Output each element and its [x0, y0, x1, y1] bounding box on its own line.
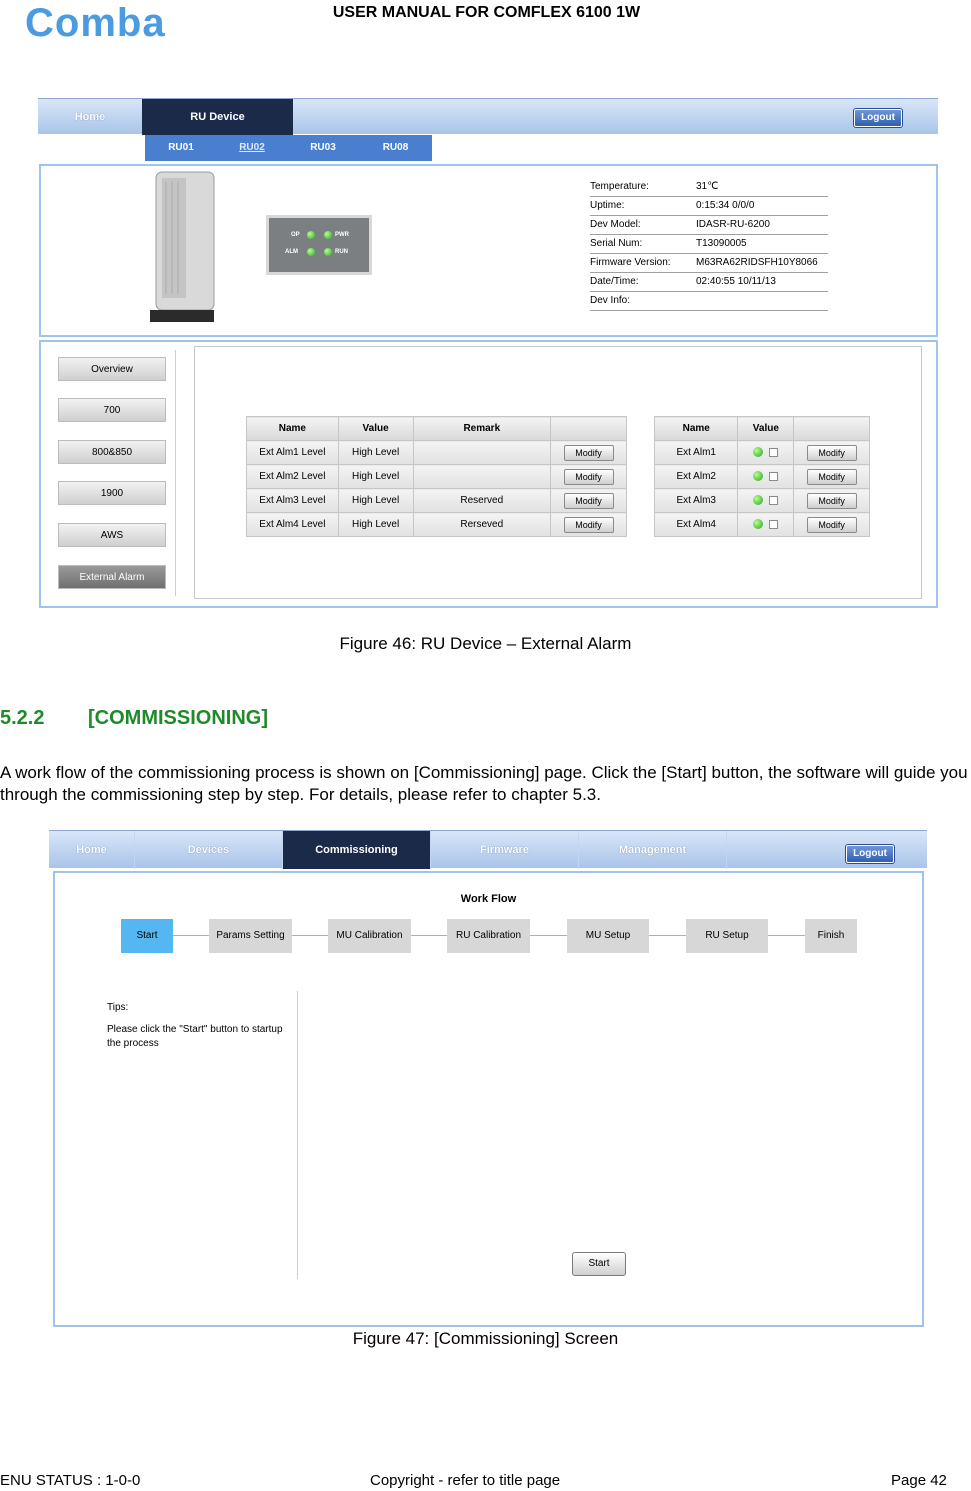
- nav-tab-home[interactable]: Home: [49, 831, 135, 869]
- footer-status: ENU STATUS : 1-0-0: [0, 1472, 141, 1489]
- figure-46-screenshot: [38, 98, 938, 609]
- op-led-icon: [307, 231, 315, 239]
- workflow-step-mu-calibration[interactable]: MU Calibration: [328, 919, 411, 953]
- led-label-pwr: PWR: [335, 232, 349, 238]
- led-label-op: OP: [291, 232, 300, 238]
- info-key: Firmware Version:: [590, 257, 671, 268]
- workflow-connector: [649, 935, 687, 936]
- modify-button[interactable]: Modify: [807, 493, 857, 509]
- tips-text: Please click the "Start" button to startup the process: [107, 1024, 283, 1049]
- figure-47-caption: Figure 47: [Commissioning] Screen: [352, 1329, 619, 1348]
- cell-value: High Level: [338, 441, 413, 465]
- info-row-serial-num: [590, 235, 828, 254]
- alarm-checkbox[interactable]: [769, 472, 778, 481]
- workflow-step-mu-setup[interactable]: MU Setup: [567, 919, 649, 953]
- section-heading: [0, 707, 268, 730]
- subnav-ru03[interactable]: RU03: [310, 142, 336, 153]
- info-key: Dev Model:: [590, 219, 641, 230]
- table-row: [655, 489, 870, 513]
- section-number: 5.2.2: [0, 707, 45, 729]
- sidebar-item-1900[interactable]: 1900: [58, 481, 166, 505]
- led-label-run: RUN: [335, 249, 348, 255]
- info-row-dev-info: [590, 292, 828, 311]
- sidebar-item-external-alarm[interactable]: External Alarm: [58, 565, 166, 589]
- cell-name: Ext Alm3: [655, 489, 738, 513]
- figure-46-caption: Figure 46: RU Device – External Alarm: [339, 634, 632, 653]
- workflow-title: Work Flow: [460, 893, 517, 905]
- document-title: USER MANUAL FOR COMFLEX 6100 1W: [332, 4, 641, 21]
- cell-name: Ext Alm2 Level: [247, 465, 339, 489]
- subnav-ru08[interactable]: RU08: [382, 142, 409, 153]
- nav-tab-home[interactable]: Home: [74, 111, 106, 123]
- info-value: 0:15:34 0/0/0: [696, 200, 755, 211]
- modify-button[interactable]: Modify: [564, 493, 614, 509]
- workflow-step-finish[interactable]: Finish: [805, 919, 857, 953]
- info-key: Date/Time:: [590, 276, 639, 287]
- led-label-alm: ALM: [285, 249, 298, 255]
- info-row-temperature: [590, 178, 828, 197]
- info-key: Uptime:: [590, 200, 625, 211]
- alarm-status-led-icon: [753, 519, 763, 529]
- cell-value: High Level: [338, 465, 413, 489]
- alarm-checkbox[interactable]: [769, 520, 778, 529]
- cell-name: Ext Alm1 Level: [247, 441, 339, 465]
- alm-led-icon: [307, 248, 315, 256]
- table-row: [655, 513, 870, 537]
- table-row: [655, 465, 870, 489]
- modify-button[interactable]: Modify: [564, 469, 614, 485]
- nav-tab-management[interactable]: Management: [579, 831, 727, 869]
- sidebar-item-700[interactable]: 700: [58, 398, 166, 422]
- cell-remark: Rerseved: [413, 513, 551, 537]
- cell-name: Ext Alm4 Level: [247, 513, 339, 537]
- alarm-status-led-icon: [753, 447, 763, 457]
- col-header-value: Value: [338, 417, 413, 441]
- info-value: IDASR-RU-6200: [696, 219, 770, 230]
- cell-name: Ext Alm1: [655, 441, 738, 465]
- top-nav-bar: [38, 98, 938, 134]
- workflow-connector: [530, 935, 568, 936]
- col-header-action: [551, 417, 627, 441]
- nav-tab-ru-device[interactable]: RU Device: [142, 99, 293, 135]
- info-value: 31℃: [696, 181, 719, 192]
- cell-name: Ext Alm3 Level: [247, 489, 339, 513]
- info-key: Dev Info:: [590, 295, 631, 306]
- alarm-status-led-icon: [753, 471, 763, 481]
- workflow-frame: [53, 871, 924, 1327]
- subnav-ru02[interactable]: RU02: [239, 142, 265, 153]
- run-led-icon: [324, 248, 332, 256]
- workflow-connector: [411, 935, 447, 936]
- svg-text:Comba: Comba: [25, 2, 166, 42]
- top-nav-bar: [49, 830, 927, 868]
- workflow-connector: [173, 935, 209, 936]
- workflow-connector: [768, 935, 806, 936]
- info-key: Serial Num:: [590, 238, 643, 249]
- cell-name: Ext Alm2: [655, 465, 738, 489]
- pwr-led-icon: [324, 231, 332, 239]
- col-header-name: Name: [247, 417, 339, 441]
- nav-tab-firmware[interactable]: Firmware: [431, 831, 579, 869]
- cell-remark: Reserved: [413, 489, 551, 513]
- logout-button[interactable]: Logout: [846, 845, 894, 863]
- alarm-status-led-icon: [753, 495, 763, 505]
- alarm-checkbox[interactable]: [769, 496, 778, 505]
- sidebar-item-aws[interactable]: AWS: [58, 523, 166, 547]
- subnav-ru01[interactable]: RU01: [168, 142, 194, 153]
- device-unit-icon: [148, 170, 218, 325]
- col-header-value: Value: [738, 417, 794, 441]
- cell-remark: [413, 441, 551, 465]
- col-header-action: [794, 417, 870, 441]
- sidebar-divider: [175, 350, 176, 596]
- info-row-date-time: [590, 273, 828, 292]
- led-status-panel: [266, 215, 372, 275]
- table-row: [247, 489, 627, 513]
- section-title: [COMMISSIONING]: [88, 707, 268, 729]
- info-value: T13090005: [696, 238, 747, 249]
- modify-button[interactable]: Modify: [807, 517, 857, 533]
- workflow-step-params-setting[interactable]: Params Setting: [209, 919, 292, 953]
- col-header-remark: Remark: [413, 417, 551, 441]
- workflow-step-start[interactable]: Start: [121, 919, 173, 953]
- ru-subnav: [145, 135, 432, 161]
- modify-button[interactable]: Modify: [807, 445, 857, 461]
- info-row-uptime: [590, 197, 828, 216]
- col-header-name: Name: [655, 417, 738, 441]
- info-value: M63RA62RIDSFH10Y8066: [696, 257, 818, 268]
- alarm-level-table: [246, 416, 627, 537]
- cell-value: High Level: [338, 513, 413, 537]
- info-key: Temperature:: [590, 181, 649, 192]
- alarm-state-table: [654, 416, 870, 537]
- table-row: [655, 441, 870, 465]
- footer-copyright: Copyright - refer to title page: [370, 1472, 561, 1489]
- cell-value: High Level: [338, 489, 413, 513]
- info-value: 02:40:55 10/11/13: [696, 276, 776, 287]
- figure-47-screenshot: [49, 830, 927, 1328]
- footer-page-number: Page 42: [891, 1472, 947, 1489]
- cell-name: Ext Alm4: [655, 513, 738, 537]
- table-row: [247, 513, 627, 537]
- tips-box: [107, 1001, 287, 1051]
- sidebar-item-800-850[interactable]: 800&850: [58, 440, 166, 464]
- table-row: [247, 441, 627, 465]
- workflow-step-ru-calibration[interactable]: RU Calibration: [447, 919, 530, 953]
- nav-tab-commissioning[interactable]: Commissioning: [283, 831, 431, 869]
- sidebar-item-overview[interactable]: Overview: [58, 357, 166, 381]
- modify-button[interactable]: Modify: [564, 517, 614, 533]
- workflow-step-ru-setup[interactable]: RU Setup: [686, 919, 768, 953]
- workflow-divider: [297, 991, 298, 1279]
- workflow-connector: [292, 935, 328, 936]
- info-row-firmware-version: [590, 254, 828, 273]
- start-button[interactable]: Start: [572, 1252, 626, 1276]
- nav-tab-devices[interactable]: Devices: [135, 831, 283, 869]
- alarm-checkbox[interactable]: [769, 448, 778, 457]
- section-body-text: A work flow of the commissioning process is shown on [Commissioning] page. Click the [Start] button, the software will guide you through the commissioning step by step. For details, please refer to chapter 5.3.: [0, 763, 968, 804]
- logout-button[interactable]: Logout: [854, 109, 902, 127]
- tips-title: Tips:: [107, 1002, 129, 1013]
- modify-button[interactable]: Modify: [564, 445, 614, 461]
- table-row: [247, 465, 627, 489]
- modify-button[interactable]: Modify: [807, 469, 857, 485]
- info-row-dev-model: [590, 216, 828, 235]
- cell-remark: [413, 465, 551, 489]
